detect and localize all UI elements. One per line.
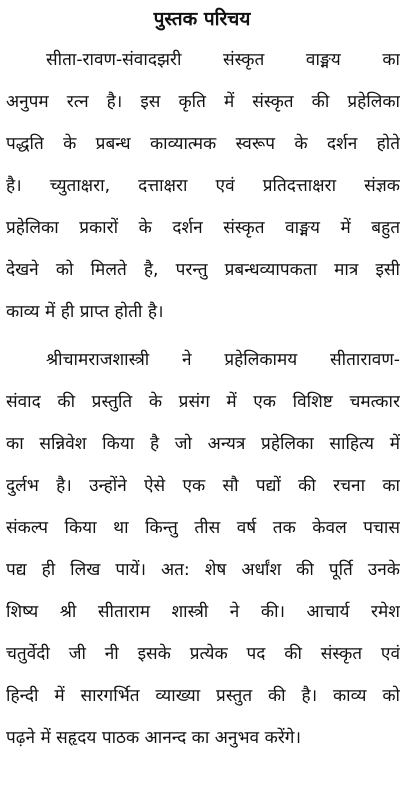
paragraph-2-line-5: संकल्प किया था किन्तु तीस वर्ष तक केवल पचास bbox=[6, 518, 400, 538]
paragraph-1-line-4: है। च्युताक्षरा, दत्ताक्षरा एवं प्रतिदत्ताक्षरा संज्ञक bbox=[6, 176, 400, 196]
paragraph-2-line-3: का सन्निवेश किया है जो अन्यत्र प्रहेलिका साहित्य में bbox=[6, 434, 400, 454]
paragraph-1-line-7: काव्य में ही प्राप्त होती है। bbox=[6, 302, 164, 322]
paragraph-2-line-2: संवाद की प्रस्तुति के प्रसंग में एक विशिष्ट चमत्कार bbox=[6, 392, 400, 412]
paragraph-1-line-3: पद्धति के प्रबन्ध काव्यात्मक स्वरूप के दर्शन होते bbox=[6, 134, 400, 154]
paragraph-2-line-8: चतुर्वेदी जी नी इसके प्रत्येक पद की संस्कृत एवं bbox=[6, 644, 400, 664]
paragraph-2-line-9: हिन्दी में सारगर्भित व्याख्या प्रस्तुत की है। काव्य को bbox=[6, 686, 400, 706]
paragraph-2-line-1: श्रीचामराजशास्त्री ने प्रहेलिकामय सीतारावण- bbox=[46, 350, 400, 370]
paragraph-2-line-10: पढ़ने में सहृदय पाठक आनन्द का अनुभव करेंगे। bbox=[6, 728, 301, 748]
paragraph-2-line-4: दुर्लभ है। उन्होंने ऐसे एक सौ पद्यों की रचना का bbox=[6, 476, 400, 496]
paragraph-2-line-7: शिष्य श्री सीताराम शास्त्री ने की। आचार्य रमेश bbox=[6, 602, 400, 622]
paragraph-1-line-2: अनुपम रत्न है। इस कृति में संस्कृत की प्रहेलिका bbox=[6, 92, 400, 112]
paragraph-1-line-1: सीता-रावण-संवादझरी संस्कृत वाङ्मय का bbox=[46, 50, 400, 70]
paragraph-2-line-6: पद्य ही लिख पायें। अत: शेष अर्धांश की पूर्ति उनके bbox=[6, 560, 400, 580]
paragraph-1-line-6: देखने को मिलते है, परन्तु प्रबन्धव्यापकता मात्र इसी bbox=[6, 260, 400, 280]
page-title: पुस्तक परिचय bbox=[153, 8, 251, 30]
paragraph-1-line-5: प्रहेलिका प्रकारों के दर्शन संस्कृत वाङ्मय में बहुत bbox=[6, 218, 400, 238]
